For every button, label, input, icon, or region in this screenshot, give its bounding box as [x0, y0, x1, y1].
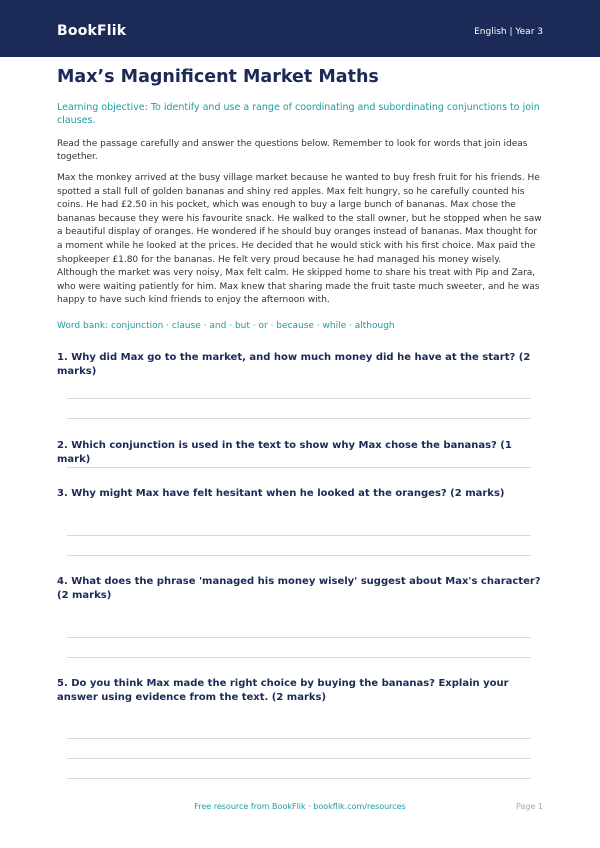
subject-label: English | Year 3 — [474, 27, 543, 37]
answer-line[interactable] — [67, 778, 531, 779]
question-2: 2. Which conjunction is used in the text to show why Max chose the bananas? (1 mark) — [57, 440, 512, 465]
instructions: Read the passage carefully and answer the questions below. Remember to look for words that join ideas together. — [57, 139, 528, 162]
answer-line[interactable] — [67, 418, 531, 419]
answer-line[interactable] — [67, 398, 531, 399]
answer-line[interactable] — [67, 555, 531, 556]
word-bank: Word bank: conjunction · clause · and · but · or · because · while · although — [57, 320, 395, 331]
learning-objective: Learning objective: To identify and use a range of coordinating and subordinating conjunctions to join clauses. — [57, 102, 540, 126]
word-bank-word: while — [322, 320, 347, 331]
brand-logo: BookFlik — [57, 23, 127, 39]
question-5: 5. Do you think Max made the right choice by buying the bananas? Explain your answer using evidence from the text. (2 marks) — [57, 678, 509, 703]
reading-passage: Max the monkey arrived at the busy village market because he wanted to buy fresh fruit for his friends. He spotted a stall full of golden bananas and shiny red apples. Max felt hungry, so he carefully counted his coins. He had £2.50 in his pocket, which was enough to buy a large bunch of bananas. Max chose the bananas because they were his favourite snack. He walked to the stall owner, but he stopped when he saw a beautiful display of oranges. He wondered if he should buy oranges instead of bananas. Max thought for a moment while he looked at the prices. He decided that he would stick with his first choice. Max paid the shopkeeper £1.80 for the bananas. He felt very proud because he had managed his money wisely. Although the market was very noisy, Max felt calm. He skipped home to share his treat with Pip and Zara, who were waiting patiently for him. Max knew that sharing made the fruit taste much sweeter, and he was happy to have such kind friends to enjoy the afternoon with. — [57, 173, 542, 306]
word-bank-word: and — [209, 320, 227, 331]
word-bank-word: conjunction — [111, 320, 164, 331]
word-bank-label: Word bank: — [57, 320, 109, 331]
word-bank-word: clause — [171, 320, 201, 331]
word-bank-word: or — [258, 320, 268, 331]
answer-line[interactable] — [67, 535, 531, 536]
word-bank-word: because — [276, 320, 314, 331]
answer-line[interactable] — [67, 637, 531, 638]
page-header — [0, 0, 600, 57]
question-1: 1. Why did Max go to the market, and how much money did he have at the start? (2 marks) — [57, 352, 531, 377]
page-number: Page 1 — [516, 802, 543, 811]
word-bank-word: although — [354, 320, 395, 331]
question-4: 4. What does the phrase 'managed his money wisely' suggest about Max's character? (2 marks) — [57, 576, 541, 601]
answer-line[interactable] — [67, 758, 531, 759]
answer-line[interactable] — [67, 657, 531, 658]
answer-line[interactable] — [67, 467, 531, 468]
answer-line[interactable] — [67, 738, 531, 739]
page-title: Max’s Magnificent Market Maths — [57, 67, 379, 87]
footer-credit: Free resource from BookFlik · bookflik.com/resources — [194, 802, 406, 811]
worksheet-body — [57, 66, 543, 333]
question-3: 3. Why might Max have felt hesitant when he looked at the oranges? (2 marks) — [57, 488, 505, 499]
word-bank-word: but — [234, 320, 250, 331]
